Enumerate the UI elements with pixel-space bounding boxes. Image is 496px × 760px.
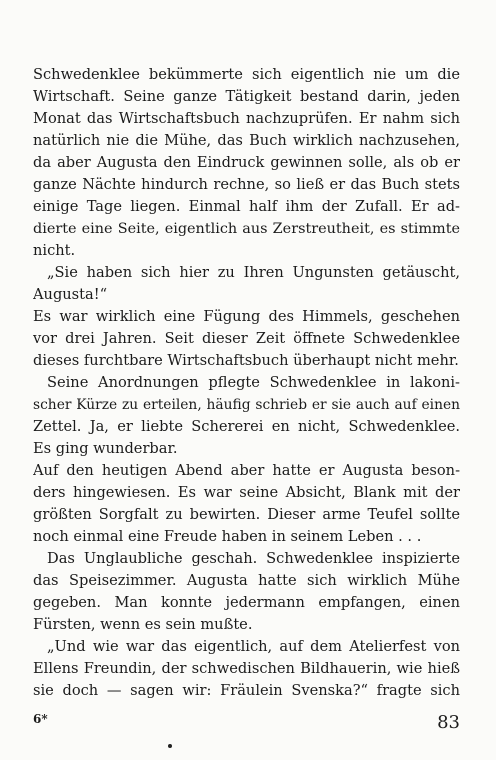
text-line: Schwedenklee bekümmerte sich eigentlich nie um die bbox=[33, 66, 460, 83]
text-line: Seine Anordnungen pflegte Schwedenklee in lakoni- bbox=[47, 374, 460, 391]
text-line: Zettel. Ja, er liebte Schererei en nicht, Schwedenklee. bbox=[33, 418, 460, 435]
text-line: Das Unglaubliche geschah. Schwedenklee inspizierte bbox=[47, 550, 460, 567]
signature-mark: 6* bbox=[33, 712, 48, 726]
text-line: dieses furchtbare Wirtschaftsbuch überhaupt nicht mehr. bbox=[33, 352, 459, 369]
text-line: Augusta!“ bbox=[33, 286, 108, 303]
text-line: „Sie haben sich hier zu Ihren Ungunsten getäuscht, bbox=[47, 264, 460, 281]
text-line: Es ging wunderbar. bbox=[33, 440, 178, 457]
text-line: gegeben. Man konnte jedermann empfangen, einen bbox=[33, 594, 460, 611]
body-text bbox=[33, 64, 460, 702]
text-line: Ellens Freundin, der schwedischen Bildhauerin, wie hieß bbox=[33, 660, 460, 677]
text-line: sie doch — sagen wir: Fräulein Svenska?“ fragte sich bbox=[33, 682, 460, 699]
ink-dot bbox=[168, 744, 172, 748]
text-line: „Und wie war das eigentlich, auf dem Atelierfest von bbox=[47, 638, 460, 655]
text-line: das Speisezimmer. Augusta hatte sich wirklich Mühe bbox=[33, 572, 460, 589]
text-line: scher Kürze zu erteilen, häufig schrieb er sie auch auf einen bbox=[33, 397, 460, 413]
text-line: Wirtschaft. Seine ganze Tätigkeit bestand darin, jeden bbox=[33, 88, 460, 105]
text-line: natürlich nie die Mühe, das Buch wirklich nachzusehen, bbox=[33, 132, 460, 149]
page-footer bbox=[33, 712, 460, 734]
text-line: Es war wirklich eine Fügung des Himmels, geschehen bbox=[33, 308, 460, 325]
text-line: Monat das Wirtschaftsbuch nachzuprüfen. Er nahm sich bbox=[33, 110, 460, 127]
text-line: dierte eine Seite, eigentlich aus Zerstreutheit, es stimmte bbox=[33, 221, 460, 237]
text-line: Auf den heutigen Abend aber hatte er Augusta beson- bbox=[33, 462, 460, 479]
text-line: ders hingewiesen. Es war seine Absicht, Blank mit der bbox=[33, 484, 460, 501]
text-line: Fürsten, wenn es sein mußte. bbox=[33, 616, 253, 633]
text-line: einige Tage liegen. Einmal half ihm der Zufall. Er ad- bbox=[33, 198, 460, 215]
text-line: ganze Nächte hindurch rechne, so ließ er das Buch stets bbox=[33, 176, 460, 193]
text-line: vor drei Jahren. Seit dieser Zeit öffnete Schwedenklee bbox=[33, 330, 460, 347]
text-line: da aber Augusta den Eindruck gewinnen solle, als ob er bbox=[33, 154, 460, 171]
text-line: nicht. bbox=[33, 242, 76, 259]
page-number: 83 bbox=[437, 712, 460, 733]
text-line: größten Sorgfalt zu bewirten. Dieser arme Teufel sollte bbox=[33, 506, 460, 523]
text-line: noch einmal eine Freude haben in seinem Leben . . . bbox=[33, 528, 422, 545]
